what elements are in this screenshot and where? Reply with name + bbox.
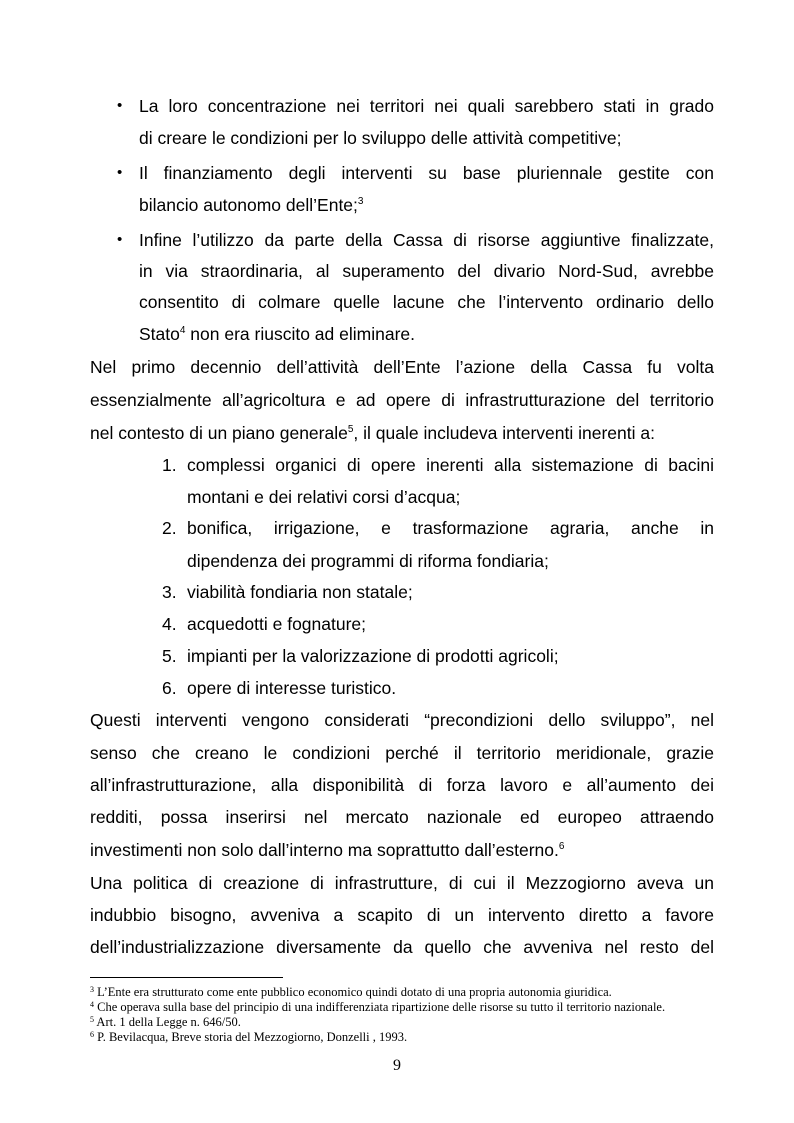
list-item-line: dipendenza dei programmi di riforma fondiaria;	[187, 551, 549, 571]
list-item-line: opere di interesse turistico.	[187, 678, 397, 698]
paragraph-line: Questi interventi vengono considerati “precondizioni dello sviluppo”, nel	[90, 710, 714, 730]
list-number: 2.	[162, 518, 177, 538]
footnote-ref: 3	[357, 196, 364, 207]
footnote	[90, 1000, 665, 1015]
footnote-number: 3	[90, 985, 94, 994]
paragraph-line: all’infrastrutturazione, alla disponibilità di forza lavoro e all’aumento dei	[90, 775, 714, 795]
paragraph-line: senso che creano le condizioni perché il territorio meridionale, grazie	[90, 743, 714, 763]
page-number: 9	[393, 1057, 401, 1074]
list-item-line: acquedotti e fognature;	[187, 614, 367, 634]
bullet-mark: •	[117, 164, 123, 181]
footnote-number: 5	[90, 1015, 94, 1024]
footnote-text: Art. 1 della Legge n. 646/50.	[94, 1015, 241, 1029]
bullet-line: consentito di colmare quelle lacune che l’intervento ordinario dello	[139, 292, 714, 312]
footnote-text: L’Ente era strutturato come ente pubblico economico quindi dotato di una propria autonomia giuridica.	[94, 985, 612, 999]
list-number: 5.	[162, 646, 177, 666]
bullet-line: La loro concentrazione nei territori nei quali sarebbero stati in grado	[139, 96, 714, 116]
footnote-ref: 5	[347, 424, 354, 435]
list-item-line: viabilità fondiaria non statale;	[187, 582, 413, 602]
list-number: 6.	[162, 678, 177, 698]
footnote-ref: 6	[558, 841, 565, 852]
paragraph-line: essenzialmente all’agricoltura e ad opere di infrastrutturazione del territorio	[90, 390, 714, 410]
footnote	[90, 1015, 241, 1030]
list-item-line: montani e dei relativi corsi d’acqua;	[187, 487, 461, 507]
paragraph-line: redditi, possa inserirsi nel mercato nazionale ed europeo attraendo	[90, 807, 714, 827]
paragraph-text: , il quale includeva interventi inerenti a:	[353, 423, 655, 443]
paragraph-line: Nel primo decennio dell’attività dell’Ente l’azione della Cassa fu volta	[90, 357, 714, 377]
bullet-line	[139, 195, 363, 215]
bullet-mark: •	[117, 97, 123, 114]
paragraph-text: nel contesto di un piano generale	[90, 423, 348, 443]
footnote-text: Che operava sulla base del principio di una indifferenziata ripartizione delle risorse su tutto il territorio nazionale.	[94, 1000, 666, 1014]
bullet-line: Il finanziamento degli interventi su base pluriennale gestite con	[139, 163, 714, 183]
footnote-separator	[90, 977, 283, 978]
paragraph-line: dell’industrializzazione diversamente da quello che avveniva nel resto del	[90, 937, 714, 957]
bullet-line: di creare le condizioni per lo sviluppo delle attività competitive;	[139, 128, 622, 148]
footnote	[90, 985, 612, 1000]
paragraph-line: Una politica di creazione di infrastrutture, di cui il Mezzogiorno aveva un	[90, 873, 714, 893]
list-item-line: impianti per la valorizzazione di prodotti agricoli;	[187, 646, 559, 666]
list-item-line: bonifica, irrigazione, e trasformazione agraria, anche in	[187, 518, 714, 538]
footnote-number: 6	[90, 1030, 94, 1039]
bullet-line: Infine l’utilizzo da parte della Cassa di risorse aggiuntive finalizzate,	[139, 230, 714, 250]
list-number: 3.	[162, 582, 177, 602]
list-number: 1.	[162, 455, 177, 475]
list-number: 4.	[162, 614, 177, 634]
footnote-text: P. Bevilacqua, Breve storia del Mezzogiorno, Donzelli , 1993.	[94, 1030, 408, 1044]
paragraph-text: investimenti non solo dall’interno ma soprattutto dall’esterno.	[90, 840, 559, 860]
paragraph-line: indubbio bisogno, avveniva a scapito di un intervento diretto a favore	[90, 905, 714, 925]
footnote-ref: 4	[179, 325, 186, 336]
bullet-text: Stato	[139, 324, 180, 344]
bullet-line: in via straordinaria, al superamento del divario Nord-Sud, avrebbe	[139, 261, 714, 281]
bullet-text: bilancio autonomo dell’Ente;	[139, 195, 358, 215]
list-item-line: complessi organici di opere inerenti alla sistemazione di bacini	[187, 455, 714, 475]
bullet-mark: •	[117, 231, 123, 248]
bullet-text: non era riuscito ad eliminare.	[185, 324, 415, 344]
paragraph-line	[90, 840, 564, 860]
footnote-number: 4	[90, 1000, 94, 1009]
paragraph-line	[90, 423, 655, 443]
bullet-line	[139, 324, 415, 344]
footnote	[90, 1030, 407, 1045]
